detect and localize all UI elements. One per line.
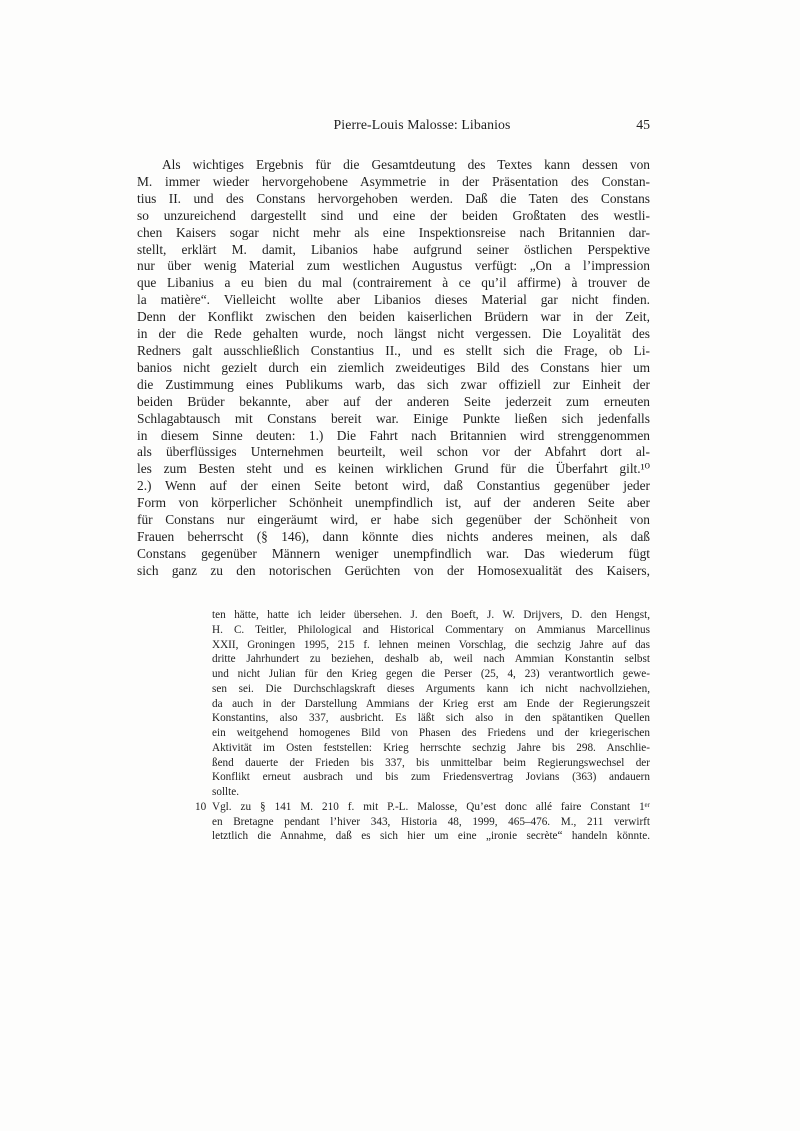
text-line: les zum Besten steht und es keinen wirklichen Grund für die Überfahrt gilt.¹⁰ — [137, 461, 650, 477]
text-line: für Constans nur eingeräumt wird, er habe sich gegenüber der Schönheit von — [137, 512, 650, 528]
text-line: in diesem Sinne deuten: 1.) Die Fahrt nach Britannien wird strenggenommen — [137, 427, 650, 443]
text-line: Frauen beherrscht (§ 146), dann könnte dies nichts anderes meinen, als daß — [137, 528, 650, 544]
footnote-number: 10 — [195, 800, 207, 813]
text-line: 2.) Wenn auf der einen Seite betont wird, daß Constantius gegenüber jeder — [137, 478, 650, 494]
text-line: Denn der Konflikt zwischen den beiden kaiserlichen Brüdern war in der Zeit, — [137, 309, 650, 325]
text-line: la matière“. Vielleicht wollte aber Libanios dieses Material gar nicht finden. — [137, 292, 650, 308]
footnote-continuation — [212, 608, 650, 800]
text-line: die Zustimmung eines Publikums warb, das sich zwar offiziell zur Einheit der — [137, 376, 650, 392]
text-line: Redners galt ausschließlich Constantius II., und es stellt sich die Frage, ob Li- — [137, 342, 650, 358]
text-line: da auch in der Darstellung Ammians der Krieg erst am Ende der Regierungszeit — [212, 697, 650, 710]
text-line: Constans gegenüber Männern weniger unempfindlich war. Das wiederum fügt — [137, 545, 650, 561]
text-line: tius II. und des Constans hervorgehoben werden. Daß die Taten des Constans — [137, 190, 650, 206]
text-line: so unzureichend dargestellt sind und eine der beiden Großtaten des westli- — [137, 207, 650, 223]
text-line: in der die Rede gehalten wurde, noch längst nicht vergessen. Die Loyalität des — [137, 326, 650, 342]
running-head-title: Pierre-Louis Malosse: Libanios — [333, 117, 511, 132]
footnote-section — [195, 608, 650, 844]
footnote-10 — [195, 800, 650, 844]
text-line: Als wichtiges Ergebnis für die Gesamtdeutung des Textes kann dessen von — [162, 157, 650, 172]
text-line: sich ganz zu den notorischen Gerüchten von der Homosexualität des Kaisers, — [137, 562, 650, 578]
text-line: als überflüssiges Unternehmen beurteilt, weil schon vor der Abfahrt dort al- — [137, 444, 650, 460]
text-line: letztlich die Annahme, daß es sich hier um eine „ironie secrète“ handeln könnte. — [212, 830, 650, 843]
text-line: dritte Jahrhundert zu beziehen, deshalb ab, weil nach Ammian Konstantin selbst — [212, 653, 650, 666]
text-line: M. immer wieder hervorgehobene Asymmetrie in der Präsentation des Constan- — [137, 173, 650, 189]
text-line: sen sei. Die Durchschlagskraft dieses Arguments kann ich nicht nachvollziehen, — [212, 682, 650, 695]
text-line: banios nicht gezielt durch ein ziemlich zweideutiges Bild des Constans hier um — [137, 359, 650, 375]
text-line: Schlagabtausch mit Constans bereit war. Einige Punkte ließen sich jedenfalls — [137, 410, 650, 426]
text-line: XXII, Groningen 1995, 215 f. lehnen meinen Vorschlag, die sechzig Jahre auf das — [212, 638, 650, 651]
text-line: und nicht Julian für den Krieg gegen die Perser (25, 4, 23) verantwortlich gewe- — [212, 668, 650, 680]
text-line: chen Kaisers sogar nicht mehr als eine Inspektionsreise nach Britannien dar- — [137, 224, 650, 240]
text-line: beiden Brüder bekannte, aber auf der anderen Seite jederzeit zum erneuten — [137, 393, 650, 409]
text-line: Vgl. zu § 141 M. 210 f. mit P.-L. Malosse, Qu’est donc allé faire Constant 1ᵉʳ — [212, 800, 650, 813]
text-line: que Libanius a eu bien du mal (contrairement à ce qu’il affirme) à trouver de — [137, 275, 650, 291]
body-paragraph — [137, 157, 650, 580]
text-line: stellt, erklärt M. damit, Libanios habe aufgrund seiner östlichen Perspektive — [137, 241, 650, 257]
text-line: H. C. Teitler, Philological and Historical Commentary on Ammianus Marcellinus — [212, 623, 650, 636]
text-line: sollte. — [212, 786, 240, 798]
text-line: Konflikt erneut ausbrach und bis zum Friedensvertrag Jovians (363) andauern — [212, 771, 650, 784]
text-line: ßend dauerte der Frieden bis 337, bis unmittelbar beim Regierungswechsel der — [212, 756, 650, 769]
text-block — [137, 0, 650, 1131]
running-head — [137, 117, 650, 135]
text-line: ten hätte, hatte ich leider übersehen. J. den Boeft, J. W. Drijvers, D. den Hengst, — [212, 609, 650, 621]
page-number: 45 — [636, 117, 650, 132]
text-line: nur über wenig Material zum westlichen Augustus verfügt: „On a l’impression — [137, 258, 650, 274]
text-line: Konstantins, also 337, ausbricht. Es läßt sich also in den spätantiken Quellen — [212, 712, 650, 725]
text-line: en Bretagne pendant l’hiver 343, Historia 48, 1999, 465–476. M., 211 verwirft — [212, 815, 650, 828]
text-line: Aktivität im Osten feststellen: Krieg herrschte sechzig Jahre bis 298. Anschlie- — [212, 741, 650, 754]
footnote-10-text — [212, 800, 650, 844]
text-line: ein weitgehend homogenes Bild von Phasen des Friedens und der kriegerischen — [212, 727, 650, 739]
text-line: Form von körperlicher Schönheit unempfindlich ist, auf der anderen Seite aber — [137, 495, 650, 511]
